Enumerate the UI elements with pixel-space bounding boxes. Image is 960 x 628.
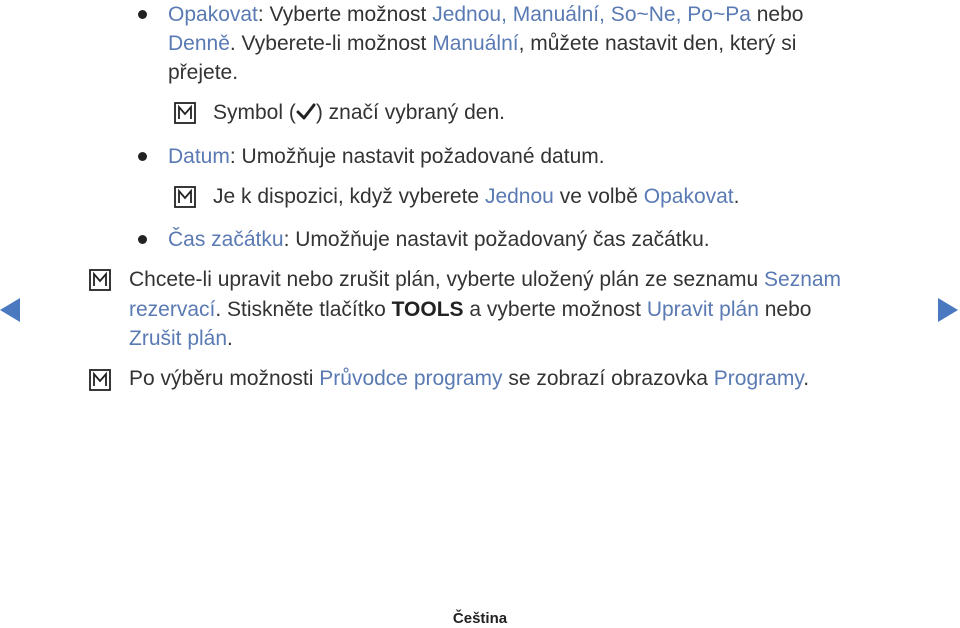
term-opakovat: Opakovat — [168, 3, 258, 26]
term-programy: Programy — [713, 367, 804, 390]
prev-page-arrow[interactable] — [0, 298, 20, 322]
option-upravit-plan: Upravit plán — [646, 298, 759, 321]
note-icon — [174, 186, 196, 208]
note-icon — [89, 369, 111, 391]
note-edit-line1: Chcete-li upravit nebo zrušit plán, vyberte uložený plán ze seznamu Seznam — [129, 268, 842, 291]
bullet-cas-zacatku: Čas začátku: Umožňuje nastavit požadovaný čas začátku. — [168, 228, 710, 251]
next-page-arrow[interactable] — [938, 298, 958, 322]
term-datum: Datum — [168, 145, 230, 168]
bullet-dot — [138, 10, 147, 19]
subnote-symbol: Symbol ( ) značí vybraný den. — [213, 101, 505, 124]
note-icon — [89, 269, 111, 291]
option-denne: Denně — [168, 32, 230, 55]
option-zrusit-plan: Zrušit plán — [129, 327, 228, 350]
note-guide: Po výběru možnosti Průvodce programy se zobrazí obrazovka Programy. — [129, 367, 810, 390]
term-rezervaci: rezervací — [129, 298, 216, 321]
bullet-dot — [138, 152, 147, 161]
checkmark-icon — [296, 103, 316, 121]
note-edit-line3: Zrušit plán. — [129, 327, 233, 350]
footer-language: Čeština — [452, 610, 508, 627]
bullet-datum: Datum: Umožňuje nastavit požadované datum. — [168, 145, 605, 168]
term-cas-zacatku: Čas začátku — [168, 228, 284, 251]
bullet-opakovat-line3: přejete. — [168, 61, 239, 84]
term-opakovat-ref: Opakovat — [643, 185, 734, 208]
bullet-opakovat-line2: Denně. Vyberete-li možnost Manuální, můžete nastavit den, který si — [168, 32, 797, 55]
bullet-opakovat-line1: Opakovat: Vyberte možnost Jednou, Manuální, So~Ne, Po~Pa nebo — [168, 3, 804, 26]
option-pruvodce-programy: Průvodce programy — [319, 367, 503, 390]
bullet-dot — [138, 235, 147, 244]
subnote-availability: Je k dispozici, když vyberete Jednou ve volbě Opakovat. — [213, 185, 740, 208]
term-seznam: Seznam — [764, 268, 842, 291]
option-manualni: Manuální — [432, 32, 519, 55]
note-edit-line2: rezervací. Stiskněte tlačítko TOOLS a vyberte možnost Upravit plán nebo — [129, 298, 812, 321]
repeat-options: Jednou, Manuální, So~Ne, Po~Pa — [432, 3, 751, 26]
option-jednou: Jednou — [484, 185, 554, 208]
key-tools: TOOLS — [391, 298, 464, 321]
note-icon — [174, 102, 196, 124]
